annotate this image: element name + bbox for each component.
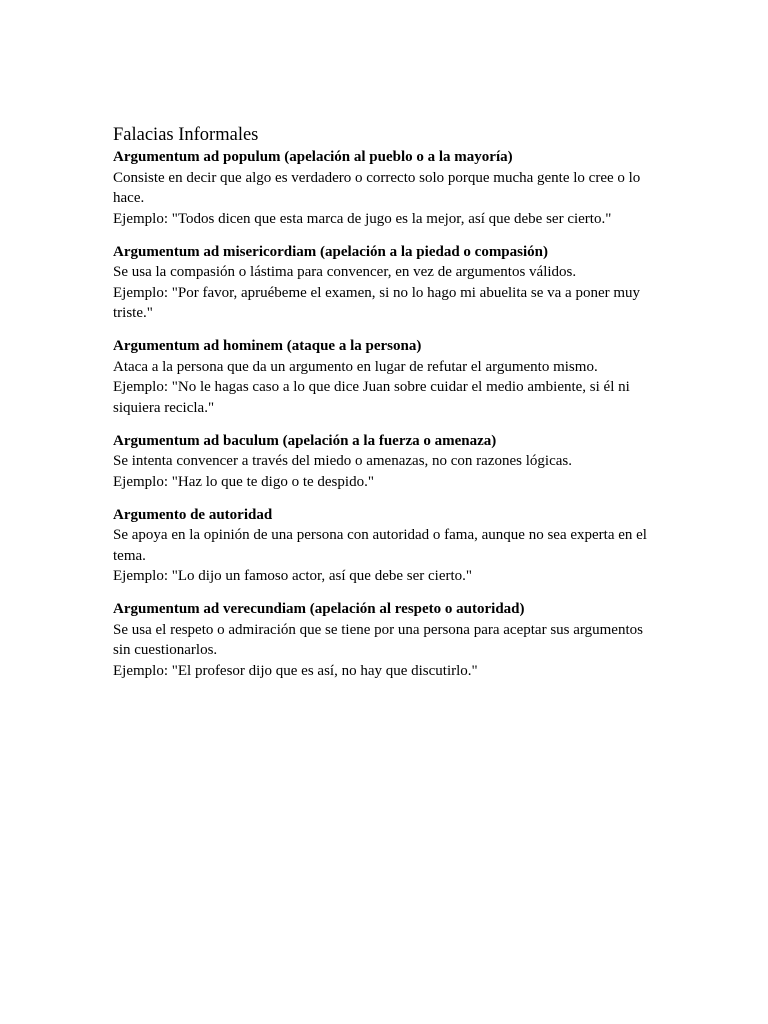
document-page — [113, 123, 658, 694]
section-heading: Argumentum ad verecundiam (apelación al respeto o autoridad) — [113, 601, 525, 617]
section-ad-baculum — [113, 431, 658, 493]
section-description: Se usa la compasión o lástima para convencer, en vez de argumentos válidos. — [113, 264, 577, 280]
section-description: Se intenta convencer a través del miedo o amenazas, no con razones lógicas. — [113, 453, 572, 469]
section-ad-populum — [113, 147, 658, 229]
section-example: Ejemplo: "Lo dijo un famoso actor, así que debe ser cierto." — [113, 568, 473, 584]
section-description: Se usa el respeto o admiración que se tiene por una persona para aceptar sus argumentos sin cuestionarlos. — [113, 621, 643, 658]
section-example: Ejemplo: "Todos dicen que esta marca de jugo es la mejor, así que debe ser cierto." — [113, 210, 612, 227]
section-heading: Argumentum ad baculum (apelación a la fuerza o amenaza) — [113, 432, 497, 449]
section-heading: Argumentum ad misericordiam (apelación a la piedad o compasión) — [113, 243, 548, 260]
section-ad-hominem — [113, 336, 658, 418]
section-heading: Argumentum ad hominem (ataque a la persona) — [113, 338, 422, 354]
page-title: Falacias Informales — [113, 125, 259, 145]
section-description: Se apoya en la opinión de una persona con autoridad o fama, aunque no sea experta en el tema. — [113, 527, 647, 564]
section-ad-misericordiam — [113, 242, 658, 324]
section-example: Ejemplo: "El profesor dijo que es así, no hay que discutirlo." — [113, 662, 478, 679]
section-example: Ejemplo: "Haz lo que te digo o te despido." — [113, 473, 374, 490]
section-description: Consiste en decir que algo es verdadero o correcto solo porque mucha gente lo cree o lo hace. — [113, 169, 641, 206]
section-example: Ejemplo: "Por favor, apruébeme el examen, si no lo hago mi abuelita se va a poner muy triste." — [113, 284, 641, 321]
section-heading: Argumento de autoridad — [113, 506, 273, 523]
section-description: Ataca a la persona que da un argumento en lugar de refutar el argumento mismo. — [113, 358, 598, 375]
section-heading: Argumentum ad populum (apelación al pueblo o a la mayoría) — [113, 149, 513, 165]
section-autoridad — [113, 505, 658, 587]
section-example: Ejemplo: "No le hagas caso a lo que dice Juan sobre cuidar el medio ambiente, si él ni siquiera recicla." — [113, 379, 630, 416]
section-ad-verecundiam — [113, 599, 658, 681]
